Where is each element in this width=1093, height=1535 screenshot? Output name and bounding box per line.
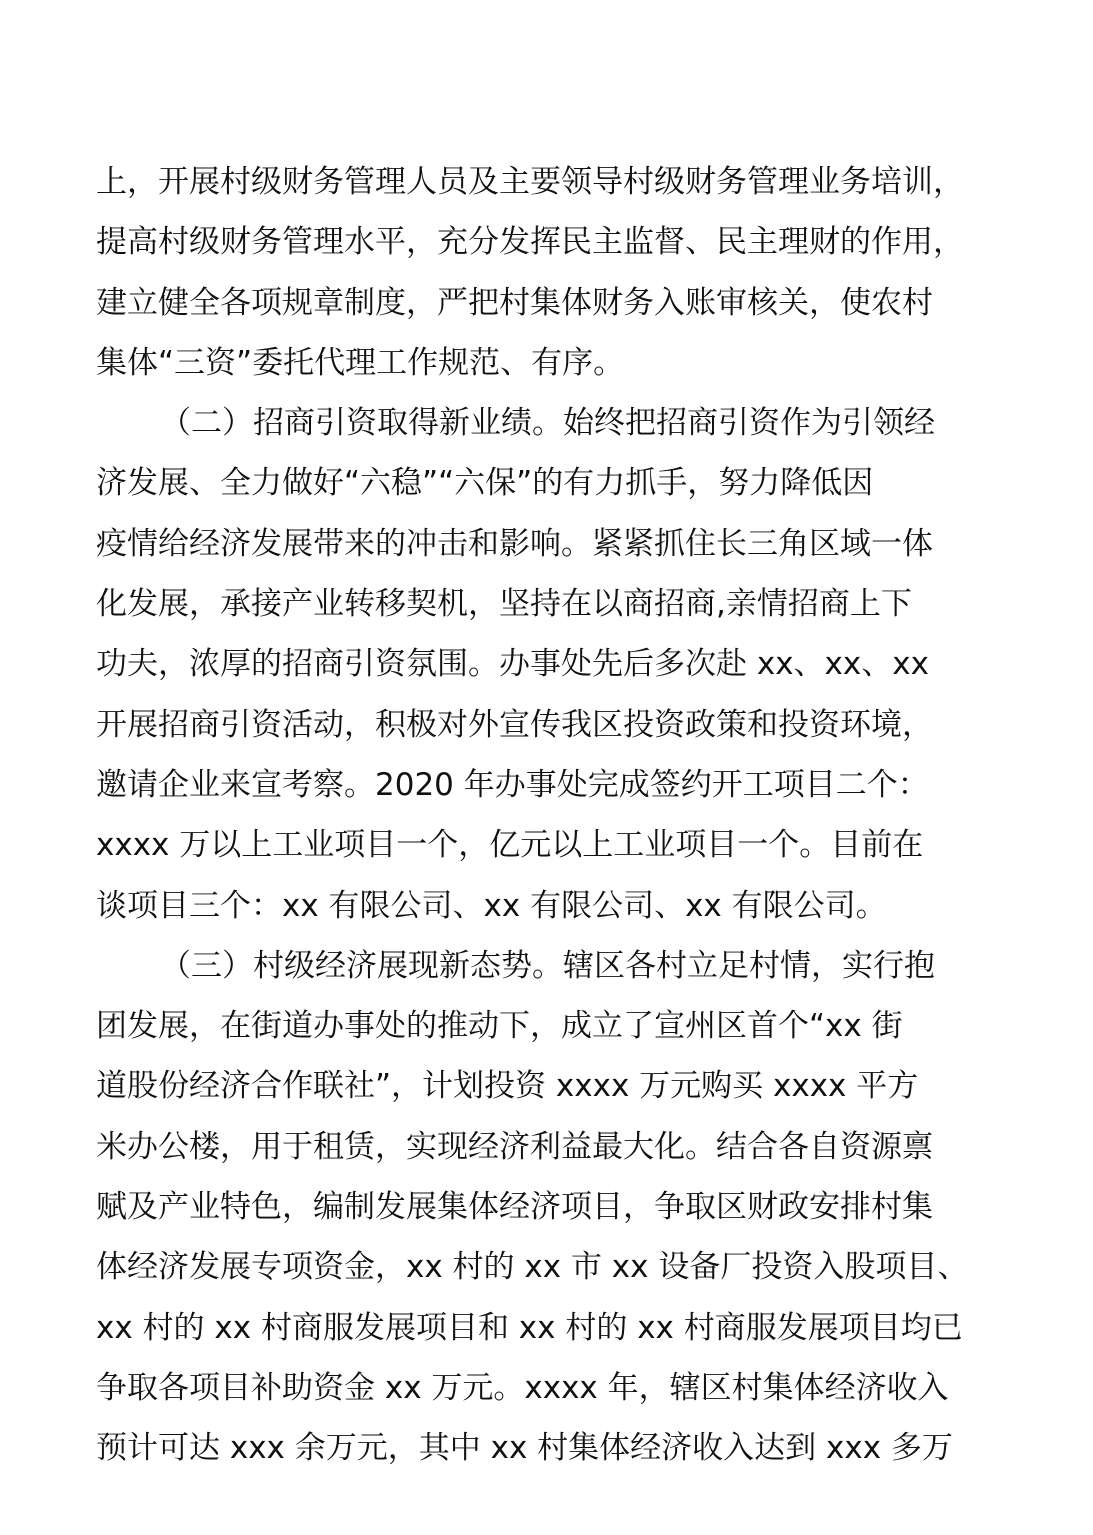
text-line: 谈项目三个：xx 有限公司、xx 有限公司、xx 有限公司。 <box>96 887 887 924</box>
text-line: xxxx 万以上工业项目一个，亿元以上工业项目一个。目前在 <box>96 827 924 864</box>
text-line: 化发展，承接产业转移契机，坚持在以商招商,亲情招商上下 <box>96 586 912 623</box>
text-line: 集体“三资”委托代理工作规范、有序。 <box>96 344 625 381</box>
paragraph-2 <box>96 393 1006 936</box>
text-line: （三）村级经济展现新态势。辖区各村立足村情，实行抱 <box>160 947 935 984</box>
text-line: 团发展，在街道办事处的推动下，成立了宣州区首个“xx 街 <box>96 1008 903 1045</box>
text-line: 提高村级财务管理水平，充分发挥民主监督、民主理财的作用， <box>96 224 964 261</box>
paragraph-3 <box>96 936 1006 1479</box>
text-line: 道股份经济合作联社”，计划投资 xxxx 万元购买 xxxx 平方 <box>96 1068 919 1105</box>
text-line: 功夫，浓厚的招商引资氛围。办事处先后多次赴 xx、xx、xx <box>96 646 929 683</box>
text-line: 争取各项目补助资金 xx 万元。xxxx 年，辖区村集体经济收入 <box>96 1369 949 1406</box>
text-line: 邀请企业来宣考察。2020 年办事处完成签约开工项目二个： <box>96 766 929 803</box>
text-line: 济发展、全力做好“六稳”“六保”的有力抓手，努力降低因 <box>96 465 874 502</box>
text-line: 预计可达 xxx 余万元，其中 xx 村集体经济收入达到 xxx 多万 <box>96 1430 953 1467</box>
text-line: 米办公楼，用于租赁，实现经济利益最大化。结合各自资源禀 <box>96 1128 933 1165</box>
text-line: 建立健全各项规章制度，严把村集体财务入账审核关，使农村 <box>96 284 933 321</box>
text-line: 开展招商引资活动，积极对外宣传我区投资政策和投资环境， <box>96 706 933 743</box>
text-line: （二）招商引资取得新业绩。始终把招商引资作为引领经 <box>160 405 935 442</box>
document-body <box>96 152 1006 1479</box>
paragraph-1 <box>96 152 1006 393</box>
text-line: 赋及产业特色，编制发展集体经济项目，争取区财政安排村集 <box>96 1189 933 1226</box>
text-line: xx 村的 xx 村商服发展项目和 xx 村的 xx 村商服发展项目均已 <box>96 1309 963 1346</box>
text-line: 疫情给经济发展带来的冲击和影响。紧紧抓住长三角区域一体 <box>96 525 933 562</box>
text-line: 上，开展村级财务管理人员及主要领导村级财务管理业务培训， <box>96 164 964 200</box>
text-line: 体经济发展专项资金，xx 村的 xx 市 xx 设备厂投资入股项目、 <box>96 1249 969 1286</box>
